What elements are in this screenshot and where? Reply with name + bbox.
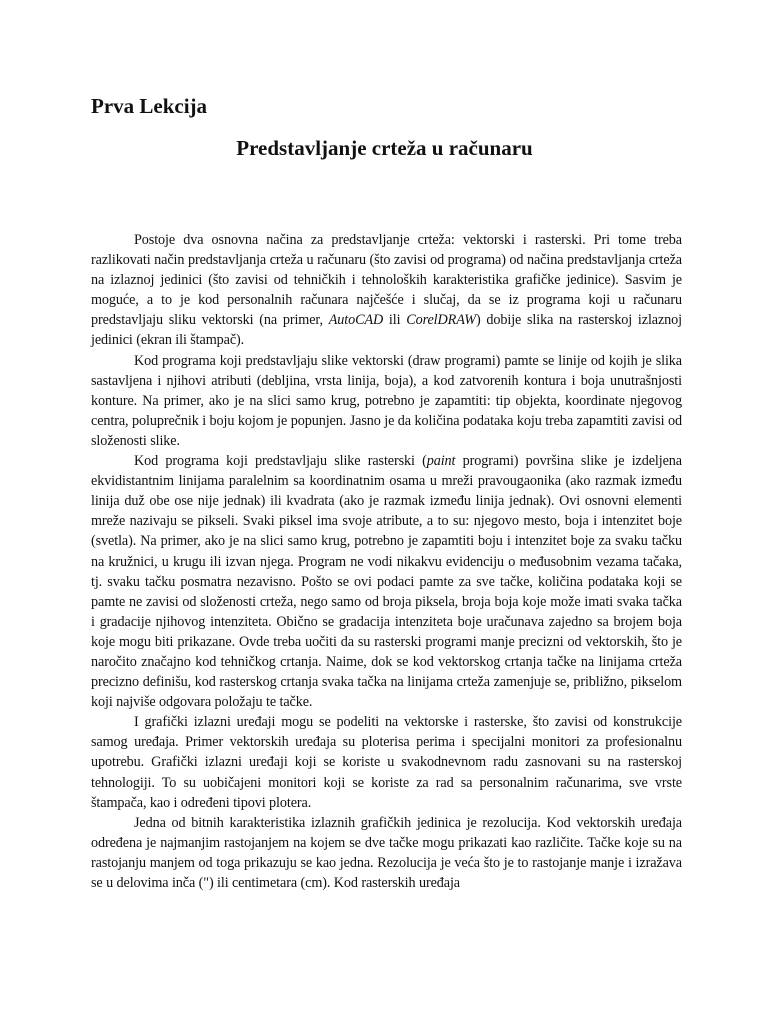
paragraph-1-text-b: ili xyxy=(383,312,407,329)
paragraph-4: I grafički izlazni uređaji mogu se podeliti na vektorske i rasterske, što zavisi od konstrukcije samog uređaja. Primer vektorskih uređaja su ploterisa perima i specijalni monitori za profesionalnu upotrebu. Grafički izlazni uređaji koji se koriste u svakodnevnom radu zasnovani su na rasterskoj tehnologiji. To su uobičajeni monitori koji se koriste za rad sa personalnim računarima, sve vrste štampača, kao i određeni tipovi plotera. xyxy=(91,714,682,811)
document-title: Predstavljanje crteža u računaru xyxy=(236,136,533,160)
paragraph-5: Jedna od bitnih karakteristika izlaznih grafičkih jedinica je rezolucija. Kod vektorskih uređaja određena je najmanjim rastojanjem na kojem se dve tačke mogu prikazati kao različite. Tačke koje su na rastojanju manjem od toga prikazuju se kao jedna. Rezolucija je veća što je to rastojanje manje i izražava se u delovima inča (") ili centimetara (cm). Kod rasterskih uređaja xyxy=(91,814,682,891)
paragraph-1-text-a: Postoje dva osnovna načina za predstavljanje crteža: vektorski i rasterski. Pri tome treba razlikovati način predstavljanja crteža u računaru (što zavisi od programa) od načina predstavljanja crteža na izlaznoj jedinici (što zavisi od tehničkih i tehnoloških karakteristika grafičke jedinice). Sasvim je moguće, a to je kod personalnih računara najčešće i slučaj, da se iz programa koji u računaru predstavljaju sliku vektorski (na primer, xyxy=(91,232,682,329)
lesson-title: Prva Lekcija xyxy=(91,94,208,118)
paragraph-1 xyxy=(91,230,682,351)
autocad-term: AutoCAD xyxy=(328,312,384,329)
paragraph-3-text-b: programi) površina slike je izdeljena ekvidistantnim linijama paralelnim sa koordinatnim osama u mreži pravougaonika (ako razmak između linija duž obe ose nije jednak) ili kvadrata (ako je razmak između linija jednak). Ovi osnovni elementi mreže nazivaju se pikseli. Svaki piksel ima svoje atribute, a to su: njegovo mesto, boja i intenzitet boje (svetla). Na primer, ako je na slici samo krug, potrebno je zapamtiti boju i intenzitet boje za svaku tačku na kružnici, u krugu ili izvan njega. Program ne vodi nikakvu evidenciju o međusobnim vezama tačaka, tj. svaku tačku posmatra nezavisno. Pošto se ovi podaci pamte za sve tačke, količina podataka koji se pamte ne zavisi od složenosti crteža, nego samo od broja piksela, broja boja koje može imati svaka tačka i gradacije njihovog intenziteta. Obično se gradacija intenziteta boje uračunava zajedno sa brojem boja koje mogu biti prikazane. Ovde treba uočiti da su rasterski programi manje precizni od vektorskih, što je naročito značajno kod tehničkog crtanja. Naime, dok se kod vektorskog crtanja tačke na linijama crteža precizno definišu, kod rasterskog crtanja svaka tačka na linijama crteža zamenjuje se, približno, pikselom koji najviše odgovara položaju te tačke. xyxy=(91,453,682,711)
body-text xyxy=(91,230,682,893)
paragraph-2: Kod programa koji predstavljaju slike vektorski (draw programi) pamte se linije od kojih je slika sastavljena i njihovi atributi (debljina, vrsta linija, boja), a kod zatvorenih kontura i boja unutrašnjosti konture. Na primer, ako je na slici samo krug, potrebno je zapamtiti: tip objekta, koordinate njegovog centra, poluprečnik i boju kojom je popunjen. Jasno je da količina podataka koju treba zapamtiti zavisi od složenosti slike. xyxy=(91,352,682,449)
paragraph-3 xyxy=(91,451,682,712)
paint-term: paint xyxy=(426,453,456,470)
coreldraw-term: CorelDRAW xyxy=(406,312,476,329)
paragraph-1-text-c: ) dobije slika na rasterskoj izlaznoj jedinici (ekran ili štampač). xyxy=(91,312,683,349)
paragraph-3-text-a: Kod programa koji predstavljaju slike rasterski ( xyxy=(134,453,427,470)
